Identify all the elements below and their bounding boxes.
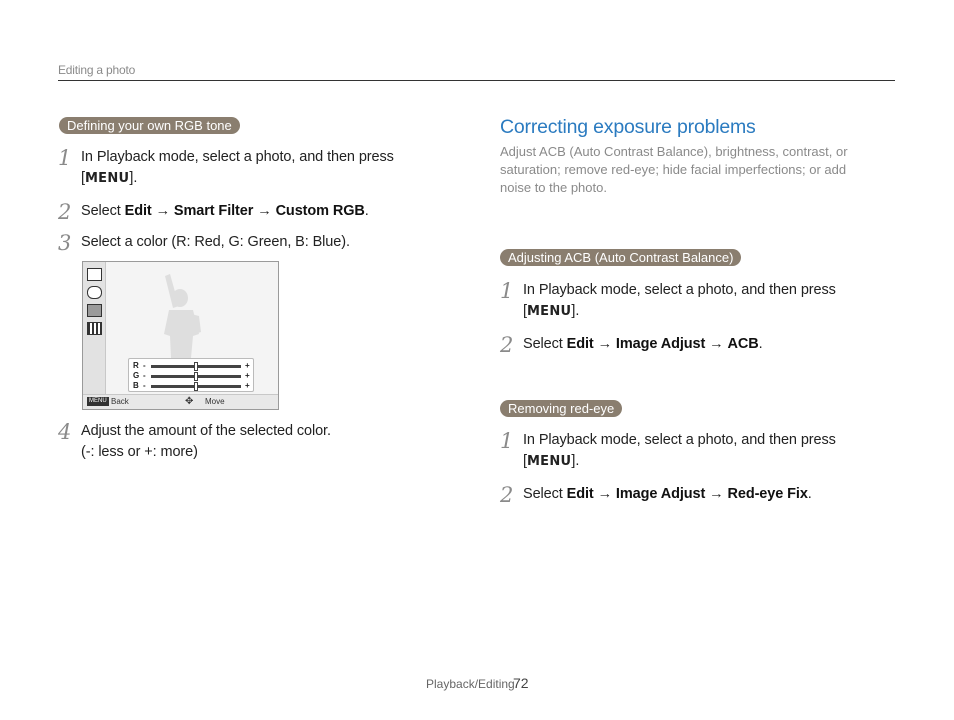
plus-sign: +: [245, 361, 250, 370]
section-title: Correcting exposure problems: [500, 116, 756, 138]
move-label: Move: [205, 397, 225, 406]
slider-knob[interactable]: [194, 362, 198, 371]
arrow: →: [705, 336, 728, 352]
step-number: 1: [500, 279, 514, 303]
minus-sign: -: [143, 381, 146, 390]
step-line: In Playback mode, select a photo, and then press: [81, 149, 394, 165]
slider-row-g: [133, 371, 251, 381]
slider-row-b: [133, 381, 251, 391]
menu-path-item: Image Adjust: [615, 486, 706, 502]
step-prefix: Select: [523, 336, 567, 352]
slider-row-r: [133, 361, 251, 371]
camera-screen-illustration: [82, 261, 279, 410]
slider-track[interactable]: [151, 375, 241, 378]
subsection-pill-redeye: Removing red-eye: [500, 400, 622, 417]
step-line: Adjust the amount of the selected color.: [81, 423, 331, 439]
menu-key: MENU: [84, 171, 130, 186]
step-text: [523, 334, 883, 355]
menu-key: MENU: [526, 454, 572, 469]
menu-key: MENU: [526, 304, 572, 319]
back-label: Back: [111, 397, 129, 406]
arrow: →: [593, 336, 616, 352]
subsection-pill-acb: Adjusting ACB (Auto Contrast Balance): [500, 249, 741, 266]
step-prefix: Select: [523, 486, 567, 502]
menu-path-edit: Edit: [124, 203, 152, 219]
slider-knob[interactable]: [194, 382, 198, 391]
bracket: [: [523, 303, 527, 319]
footer-section-label: Playback/Editing: [426, 677, 515, 691]
menu-path-item: ACB: [727, 336, 759, 352]
step-text: [523, 430, 883, 472]
bracket: [: [523, 453, 527, 469]
menu-path-item: Smart Filter: [173, 203, 254, 219]
punctuation: .: [807, 486, 812, 502]
plus-sign: +: [245, 371, 250, 380]
menu-path-edit: Edit: [566, 336, 594, 352]
step-number: 2: [58, 200, 72, 224]
step-text: [81, 147, 431, 189]
slider-track[interactable]: [151, 365, 241, 368]
step-number: 4: [58, 420, 72, 444]
screen-button-bar: [83, 394, 278, 409]
step-number: 2: [500, 483, 514, 507]
menu-path-item: Red-eye Fix: [727, 486, 808, 502]
step-number: 2: [500, 333, 514, 357]
step-line: In Playback mode, select a photo, and then press: [523, 282, 836, 298]
punctuation: .: [364, 203, 369, 219]
rotate-icon: [87, 286, 102, 299]
running-header: Editing a photo: [58, 63, 136, 77]
page-number: 72: [513, 675, 529, 691]
screen-sidebar: [83, 262, 106, 394]
step-number: 1: [58, 146, 72, 170]
step-line: (-: less or +: more): [81, 444, 198, 460]
effect-icon: [87, 322, 102, 335]
minus-sign: -: [143, 361, 146, 370]
rgb-icon: [87, 304, 102, 317]
plus-sign: +: [245, 381, 250, 390]
minus-sign: -: [143, 371, 146, 380]
dpad-icon: ✥: [185, 396, 194, 407]
step-number: 3: [58, 231, 72, 255]
menu-key-badge: MENU: [89, 398, 107, 404]
menu-path-item: Custom RGB: [275, 203, 365, 219]
step-text: [81, 421, 441, 463]
step-text: [81, 201, 441, 222]
slider-knob[interactable]: [194, 372, 198, 381]
channel-label: G: [133, 371, 140, 380]
step-prefix: Select: [81, 203, 125, 219]
step-number: 1: [500, 429, 514, 453]
step-text: Select a color (R: Red, G: Green, B: Blue).: [81, 234, 350, 250]
arrow: →: [705, 486, 728, 502]
bracket: [: [81, 170, 85, 186]
bracket: ].: [129, 170, 138, 186]
slider-track[interactable]: [151, 385, 241, 388]
menu-path-item: Image Adjust: [615, 336, 706, 352]
step-text: [523, 484, 883, 505]
arrow: →: [253, 203, 276, 219]
punctuation: .: [758, 336, 763, 352]
header-divider: [58, 80, 895, 81]
arrow: →: [593, 486, 616, 502]
channel-label: B: [133, 381, 139, 390]
step-line: In Playback mode, select a photo, and then press: [523, 432, 836, 448]
section-description: Adjust ACB (Auto Contrast Balance), brightness, contrast, or saturation; remove red-eye; hide facial imperfections; or add noise to the photo.: [500, 144, 848, 195]
filter-icon: [87, 268, 102, 281]
rgb-adjust-panel: [128, 358, 254, 392]
step-text: [523, 280, 883, 322]
bracket: ].: [571, 303, 580, 319]
bracket: ].: [571, 453, 580, 469]
menu-path-edit: Edit: [566, 486, 594, 502]
subsection-pill-rgb: Defining your own RGB tone: [59, 117, 240, 134]
arrow: →: [151, 203, 174, 219]
channel-label: R: [133, 361, 139, 370]
